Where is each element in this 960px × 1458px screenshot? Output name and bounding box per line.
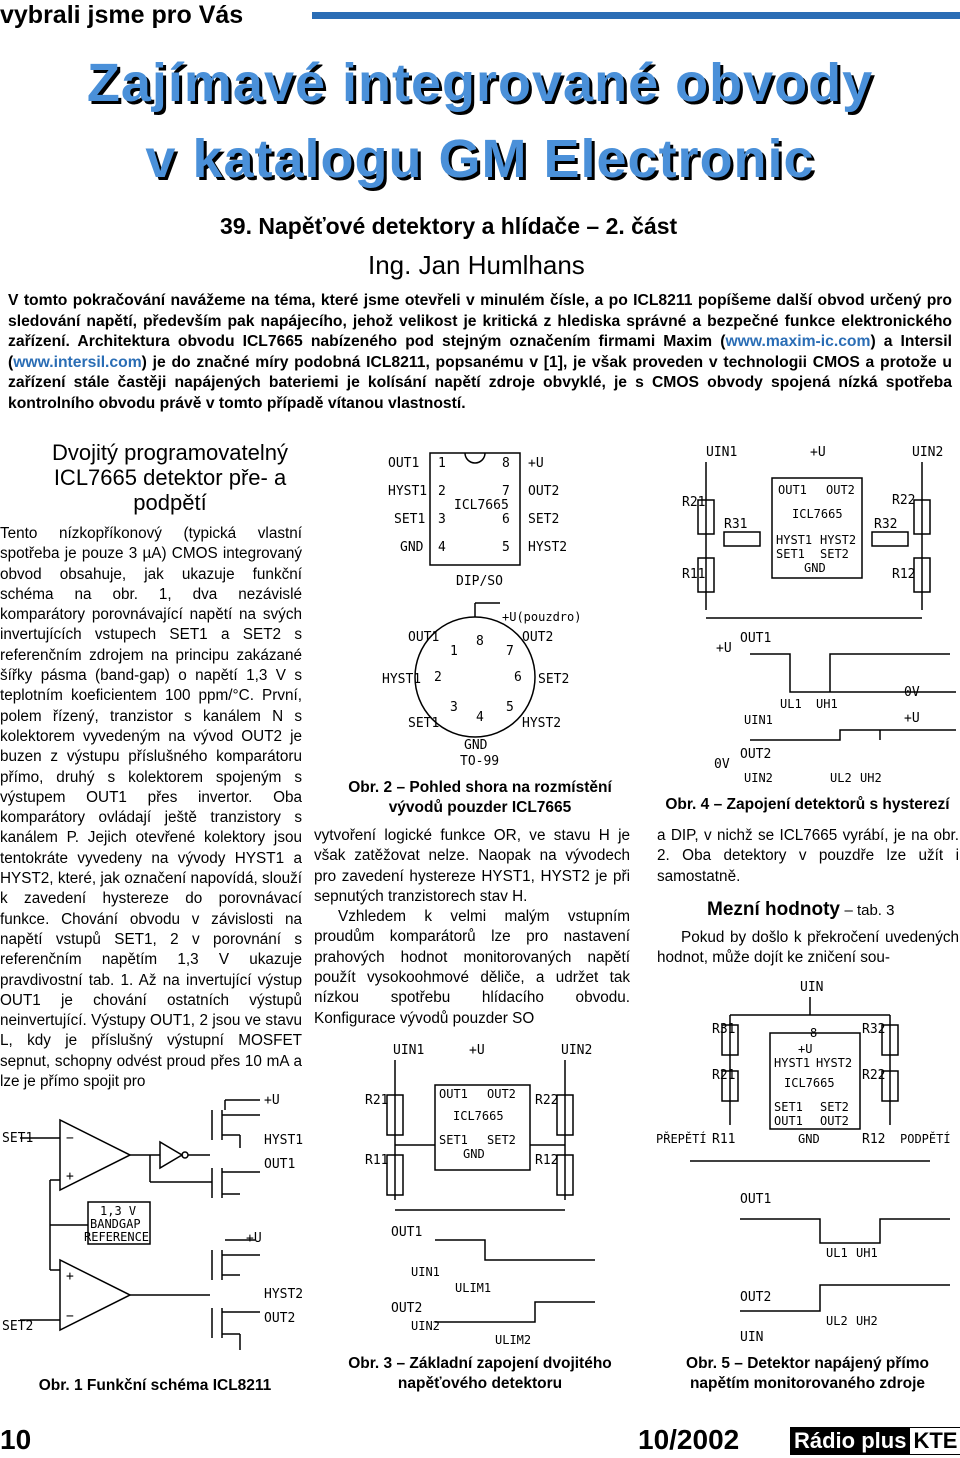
fig4-wave-uin2: UIN2 xyxy=(744,771,773,785)
fig4-hysteresis-circuit xyxy=(660,440,960,785)
fig5-out2: OUT2 xyxy=(820,1114,849,1128)
fig3-wave-ulim2: ULIM2 xyxy=(495,1333,532,1347)
fig4-r21: R21 xyxy=(682,495,706,510)
fig4-gnd: GND xyxy=(804,561,826,575)
fig4-set1: SET1 xyxy=(776,547,805,561)
svg-text:−: − xyxy=(66,1131,74,1146)
fig5-r31: R31 xyxy=(712,1022,736,1037)
fig4-wave-plus-u-2: +U xyxy=(904,711,920,726)
fig3-wave-uin1: UIN1 xyxy=(411,1265,440,1279)
article-title-line1: Zajímavé integrované obvody xyxy=(86,53,874,113)
fig4-wave-out1: OUT1 xyxy=(740,631,772,646)
fig5-ul2: UL2 xyxy=(826,1314,848,1328)
fig5-hyst1: HYST1 xyxy=(774,1056,811,1070)
article-title-line2: v katalogu GM Electronic xyxy=(145,129,815,189)
fig2-to-hyst2: HYST2 xyxy=(522,716,562,731)
fig1-label-set2: SET2 xyxy=(2,1319,34,1334)
fig5-gnd: GND xyxy=(798,1132,820,1146)
fig5-uin: UIN xyxy=(800,980,824,995)
fig3-chip: ICL7665 xyxy=(453,1109,504,1123)
fig1-label-out2: OUT2 xyxy=(264,1311,296,1326)
fig2-to-out2: OUT2 xyxy=(522,630,554,645)
svg-text:4: 4 xyxy=(438,540,446,555)
fig3-set1: SET1 xyxy=(439,1133,468,1147)
fig3-out2: OUT2 xyxy=(487,1087,516,1101)
fig1-label-plus-u: +U xyxy=(264,1093,280,1108)
fig5-chip: ICL7665 xyxy=(784,1076,835,1090)
svg-text:2: 2 xyxy=(434,670,442,685)
fig2-to-set2: SET2 xyxy=(538,672,570,687)
magazine-logo: Rádio plus KTE xyxy=(790,1427,960,1455)
fig2-dip-hyst2: HYST2 xyxy=(528,540,568,555)
limits-heading: Mezní hodnoty – tab. 3 xyxy=(707,899,895,920)
fig2-dip-out2: OUT2 xyxy=(528,484,560,499)
fig2-pinout xyxy=(380,445,610,775)
fig4-ul2: UL2 xyxy=(830,771,852,785)
fig2-to-set1: SET1 xyxy=(408,716,440,731)
fig5-caption: Obr. 5 – Detektor napájený přímo napětím monitorovaného zdroje xyxy=(686,1355,929,1392)
fig1-ref-line1: 1,3 V xyxy=(100,1204,137,1218)
svg-text:−: − xyxy=(66,1309,74,1324)
fig4-zero-v: 0V xyxy=(904,685,920,700)
author: Ing. Jan Humlhans xyxy=(368,250,585,280)
svg-text:8: 8 xyxy=(502,456,510,471)
fig4-r11: R11 xyxy=(682,567,706,582)
fig3-uin1: UIN1 xyxy=(393,1043,425,1058)
fig4-r31: R31 xyxy=(724,517,748,532)
fig4-hyst1: HYST1 xyxy=(776,533,813,547)
fig3-gnd: GND xyxy=(463,1147,485,1161)
fig1-ref-line3: REFERENCE xyxy=(84,1230,150,1244)
fig4-hyst2: HYST2 xyxy=(820,533,857,547)
fig3-r21: R21 xyxy=(365,1093,389,1108)
svg-text:2: 2 xyxy=(438,484,446,499)
svg-text:5: 5 xyxy=(502,540,510,555)
header-rule xyxy=(312,12,960,19)
fig3-caption: Obr. 3 – Základní zapojení dvojitého napěťového detektoru xyxy=(348,1355,612,1392)
fig2-dip-set2: SET2 xyxy=(528,512,560,527)
svg-text:3: 3 xyxy=(438,512,446,527)
svg-text:8: 8 xyxy=(476,634,484,649)
fig5-set2: SET2 xyxy=(820,1100,849,1114)
fig3-r12: R12 xyxy=(535,1153,559,1168)
fig1-ref-line2: BANDGAP xyxy=(90,1217,141,1231)
fig4-caption: Obr. 4 – Zapojení detektorů s hysterezí xyxy=(665,796,950,813)
svg-text:7: 7 xyxy=(502,484,510,499)
section-heading: vybrali jsme pro Vás xyxy=(0,1,244,29)
fig5-uh2: UH2 xyxy=(856,1314,878,1328)
svg-text:+: + xyxy=(66,1169,74,1184)
fig1-label-hyst2: HYST2 xyxy=(264,1287,304,1302)
fig2-to99-label: TO-99 xyxy=(460,754,500,769)
col2-paragraph-1: vytvoření logické funkce OR, ve stavu H je však zatěžovat nelze. Naopak na vývodech pro zavedení hystereze HYST1, HYST2 je při sepnutých tranzistorech stav H. xyxy=(314,827,630,905)
fig1-label-hyst1: HYST1 xyxy=(264,1133,304,1148)
fig5-plus-u: +U xyxy=(798,1042,813,1056)
fig4-r12: R12 xyxy=(892,567,916,582)
fig1-label-set1: SET1 xyxy=(2,1131,34,1146)
fig3-out1: OUT1 xyxy=(439,1087,468,1101)
fig2-dip-hyst1: HYST1 xyxy=(388,484,428,499)
fig5-wave-uin: UIN xyxy=(740,1330,764,1345)
svg-text:3: 3 xyxy=(450,700,458,715)
fig3-wave-out1: OUT1 xyxy=(391,1225,423,1240)
fig2-dip-label: DIP/SO xyxy=(456,574,503,589)
fig1-functional-schema xyxy=(0,1090,320,1365)
fig3-r22: R22 xyxy=(535,1093,559,1108)
fig2-case-label: +U(pouzdro) xyxy=(502,610,582,624)
fig2-to-gnd: GND xyxy=(464,738,488,753)
fig4-r22: R22 xyxy=(892,493,916,508)
fig5-wave-out2: OUT2 xyxy=(740,1290,772,1305)
link-intersil[interactable]: www.intersil.com xyxy=(13,353,142,371)
fig5-wave-out1: OUT1 xyxy=(740,1192,772,1207)
fig1-label-plus-u-2: +U xyxy=(246,1231,262,1246)
svg-text:5: 5 xyxy=(506,700,514,715)
link-maxim[interactable]: www.maxim-ic.com xyxy=(725,333,871,351)
fig5-r32: R32 xyxy=(862,1022,886,1037)
fig4-plus-u: +U xyxy=(810,445,826,460)
fig5-r21: R21 xyxy=(712,1068,736,1083)
article-subtitle: 39. Napěťové detektory a hlídače – 2. část xyxy=(220,213,678,239)
fig3-basic-circuit xyxy=(335,1040,625,1350)
svg-text:6: 6 xyxy=(502,512,510,527)
fig4-wave-uin1: UIN1 xyxy=(744,713,773,727)
fig5-set1: SET1 xyxy=(774,1100,803,1114)
fig5-r11: R11 xyxy=(712,1132,736,1147)
fig3-wave-out2: OUT2 xyxy=(391,1301,423,1316)
fig4-set2: SET2 xyxy=(820,547,849,561)
fig5-ul1: UL1 xyxy=(826,1246,848,1260)
svg-text:4: 4 xyxy=(476,710,484,725)
fig2-dip-gnd: GND xyxy=(400,540,424,555)
intro-paragraph: V tomto pokračování navážeme na téma, které jsme otevřeli v minulém čísle, a po ICL8211 popíšeme další obvod určený pro sledování napětí, především pak napájecího, jehož velikost je kritická z hlediska správné a bezpečné funkce elektronického zařízení. Architektura obvodu ICL7665 nabízeného pod stejným označením firmami Maxim (www.maxim-ic.com) a Intersil (www.intersil.com) je do značné míry podobná ICL8211, popsanému v [1], je však proveden v technologii CMOS a protože u zařízení stále častěji napájených bateriemi je kolísání napětí zdroje obvyklé, je s CMOS obvody spojená nízká spotřeba kontrolního obvodu právě v tomto případě vítanou vlastností. xyxy=(8,292,952,412)
fig5-out1: OUT1 xyxy=(774,1114,803,1128)
fig4-ul1: UL1 xyxy=(780,697,802,711)
fig3-uin2: UIN2 xyxy=(561,1043,593,1058)
fig5-r12: R12 xyxy=(862,1132,886,1147)
svg-text:6: 6 xyxy=(514,670,522,685)
svg-text:7: 7 xyxy=(506,644,514,659)
fig4-uin1: UIN1 xyxy=(706,445,738,460)
fig4-uin2: UIN2 xyxy=(912,445,944,460)
svg-text:8: 8 xyxy=(810,1026,818,1040)
fig3-plus-u: +U xyxy=(469,1043,485,1058)
fig4-r32: R32 xyxy=(874,517,898,532)
box-title: Dvojitý programovatelný ICL7665 detektor pře- a podpětí xyxy=(52,440,288,515)
fig3-set2: SET2 xyxy=(487,1133,516,1147)
fig4-uh2: UH2 xyxy=(860,771,882,785)
fig1-caption: Obr. 1 Funkční schéma ICL8211 xyxy=(38,1377,272,1394)
fig2-caption: Obr. 2 – Pohled shora na rozmístění vývodů pouzder ICL7665 xyxy=(348,779,612,816)
fig2-to-hyst1: HYST1 xyxy=(382,672,422,687)
svg-text:1: 1 xyxy=(438,456,446,471)
page-number: 10 xyxy=(0,1424,32,1455)
body-text-col3: a DIP, v nichž se ICL7665 vyrábí, je na obr. 2. Oba detektory v pouzdře lze užít i samostatně. xyxy=(657,827,959,885)
fig2-to-out1: OUT1 xyxy=(408,630,440,645)
fig3-wave-ulim1: ULIM1 xyxy=(455,1281,492,1295)
fig1-label-out1: OUT1 xyxy=(264,1157,296,1172)
body-text-col2 xyxy=(314,826,630,1029)
fig2-dip-plus-u: +U xyxy=(528,456,544,471)
fig4-zero-v-2: 0V xyxy=(714,757,730,772)
fig5-r22: R22 xyxy=(862,1068,886,1083)
body-text-col1: Tento nízkopříkonový (typická vlastní spotřeba je pouze 3 µA) CMOS integrovaný obvod obsahuje, jak ukazuje funkční schéma na obr. 1, dva nezávislé komparátory porovnávající napětí na svých invertujících vstupech SET1 a SET2 s referenčním zdrojem na principu zakázané šířky pásma (band-gap) o napětí 1,3 V s teplotním koeficientem 100 ppm/°C. První, polem řízený, tranzistor s kanálem N s kolektorem vyvedeným na vývod OUT2 je buzen z výstupu příslušného komparátoru přímo, druhý s kolektorem spojeným s výstupem OUT1 přes invertor. Oba komparátory ovládají ještě tranzistory s kanálem P. Jejich otevřené kolektory jsou tentokráte vyvedeny na vývody HYST1 a HYST2, které, jak označení napovídá, slouží k zavedení hystereze do porovnávací funkce. Chování obvodu v závislosti na napětí vstupů SET1, 2 v porovnání s referenčním napětím 1,3 V ukazuje pravdivostní tab. 1. Až na invertující výstup OUT1 je chování ostatních výstupů neinvertující. Výstupy OUT1, 2 jsou ve stavu L, kdy je příslušný výstupní MOSFET sepnut, schopny odvést proud přes 10 mA a lze je přímo spojit pro xyxy=(0,525,302,1091)
fig4-out1: OUT1 xyxy=(778,483,807,497)
fig4-chip: ICL7665 xyxy=(792,507,843,521)
svg-text:+: + xyxy=(66,1269,74,1284)
fig3-r11: R11 xyxy=(365,1153,389,1168)
fig3-wave-uin2: UIN2 xyxy=(411,1319,440,1333)
fig2-dip-out1: OUT1 xyxy=(388,456,420,471)
fig2-chip-name: ICL7665 xyxy=(454,498,509,513)
fig5-podpeti: PODPĚTÍ xyxy=(900,1132,951,1146)
col2-paragraph-2: Vzhledem k velmi malým vstupním proudům komparátorů lze pro nastavení prahových hodnot monitorovaných napětí použít vysokoohmové děliče, a udržet tak nízkou spotřebu hlídacího obvodu. Konfigurace vývodů pouzder SO xyxy=(314,908,630,1027)
fig4-wave-plus-u: +U xyxy=(716,641,732,656)
fig5-uh1: UH1 xyxy=(856,1246,878,1260)
fig4-wave-out2: OUT2 xyxy=(740,747,772,762)
body-text-col3b: Pokud by došlo k překročení uvedených hodnot, může dojít ke zničení sou- xyxy=(657,929,959,967)
fig5-prepeti: PŘEPĚTÍ xyxy=(656,1132,707,1146)
fig4-out2: OUT2 xyxy=(826,483,855,497)
fig4-uh1: UH1 xyxy=(816,697,838,711)
issue-number: 10/2002 xyxy=(638,1424,740,1455)
svg-text:1: 1 xyxy=(450,644,458,659)
fig5-hyst2: HYST2 xyxy=(816,1056,853,1070)
fig2-dip-set1: SET1 xyxy=(394,512,426,527)
fig5-self-powered-circuit xyxy=(650,975,960,1350)
